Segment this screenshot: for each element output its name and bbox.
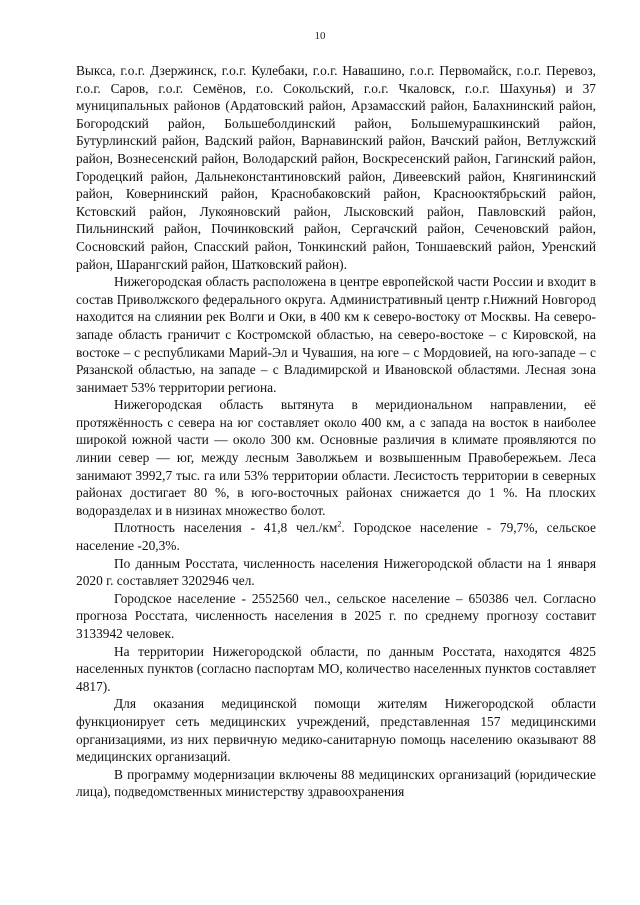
paragraph-population: По данным Росстата, численность населения Нижегородской области на 1 января 2020 г. составляет 3202946 чел. <box>76 555 596 589</box>
paragraph-settlements: На территории Нижегородской области, по данным Росстата, находятся 4825 населенных пунктов (согласно паспортам МО, количество населенных пунктов составляет 4817). <box>76 643 596 694</box>
density-text-end: . Городское население - 79,7%, сельское население -20,3%. <box>76 520 596 554</box>
document-body <box>76 62 596 801</box>
paragraph-location: Нижегородская область расположена в центре европейской части России и входит в состав Приволжского федерального округа. Административный центр г.Нижний Новгород находится на слиянии рек Волги и Оки, в 400 км к северо-востоку от Москвы. На северо-западе область граничит с Костромской областью, на северо-востоке – с Кировской, на востоке – с республиками Марий-Эл и Чувашия, на юге – с Мордовией, на юго-западе – с Рязанской областью, на западе – с Владимирской и Ивановской областями. Лесная зона занимает 53% территории региона. <box>76 274 596 395</box>
paragraph-modernization: В программу модернизации включены 88 медицинских организаций (юридические лица), подведомственных министерству здравоохранения <box>76 766 596 800</box>
paragraph-medical-network: Для оказания медицинской помощи жителям Нижегородской области функционирует сеть медицинских учреждений, представленная 157 медицинскими организациями, из них первичную медико-санитарную помощь населению оказывают 88 медицинских организаций. <box>76 696 596 765</box>
density-superscript: 2 <box>337 519 342 529</box>
page-number: 10 <box>314 30 326 42</box>
paragraph-districts-list: Выкса, г.о.г. Дзержинск, г.о.г. Кулебаки, г.о.г. Навашино, г.о.г. Первомайск, г.о.г. Перевоз, г.о.г. Саров, г.о.г. Семёнов, г.о. Сокольский, г.о.г. Чкаловск, г.о.г. Шахунья) и 37 муниципальных районов (Ардатовский район, Арзамасский район, Балахнинский район, Богородский район, Большеболдинский район, Большемурашкинский район, Бутурлинский район, Вадский район, Варнавинский район, Вачский район, Ветлужский район, Вознесенский район, Володарский район, Воскресенский район, Гагинский район, Городецкий район, Дальнеконстантиновский район, Дивеевский район, Княгининский район, Ковернинский район, Краснобаковский район, Краснооктябрьский район, Кстовский район, Лукояновский район, Лысковский район, Павловский район, Пильнинский район, Починковский район, Сергачский район, Сеченовский район, Сосновский район, Спасский район, Тонкинский район, Тоншаевский район, Уренский район, Шарангский район, Шатковский район). <box>76 63 596 272</box>
paragraph-geography: Нижегородская область вытянута в меридиональном направлении, её протяжённость с севера на юг составляет около 400 км, а с запада на восток в наиболее широкой южной части — около 300 км. Основные различия в климате проявляются по линии север — юг, между лесным Заволжьем и возвышенным Правобережьем. Леса занимают 3992,7 тыс. га или 53% территории области. Лесистость территории в северных районах достигает 80 %, в юго-восточных районах снижается до 1 %. На плоских водоразделах и в низинах множество болот. <box>76 397 596 518</box>
paragraph-urban-rural: Городское население - 2552560 чел., сельское население – 650386 чел. Согласно прогноза Росстата, численность населения в 2025 г. по среднему прогнозу составит 3133942 человек. <box>76 590 596 641</box>
paragraph-density <box>76 519 596 554</box>
density-text: Плотность населения - 41,8 чел./км <box>114 520 338 536</box>
